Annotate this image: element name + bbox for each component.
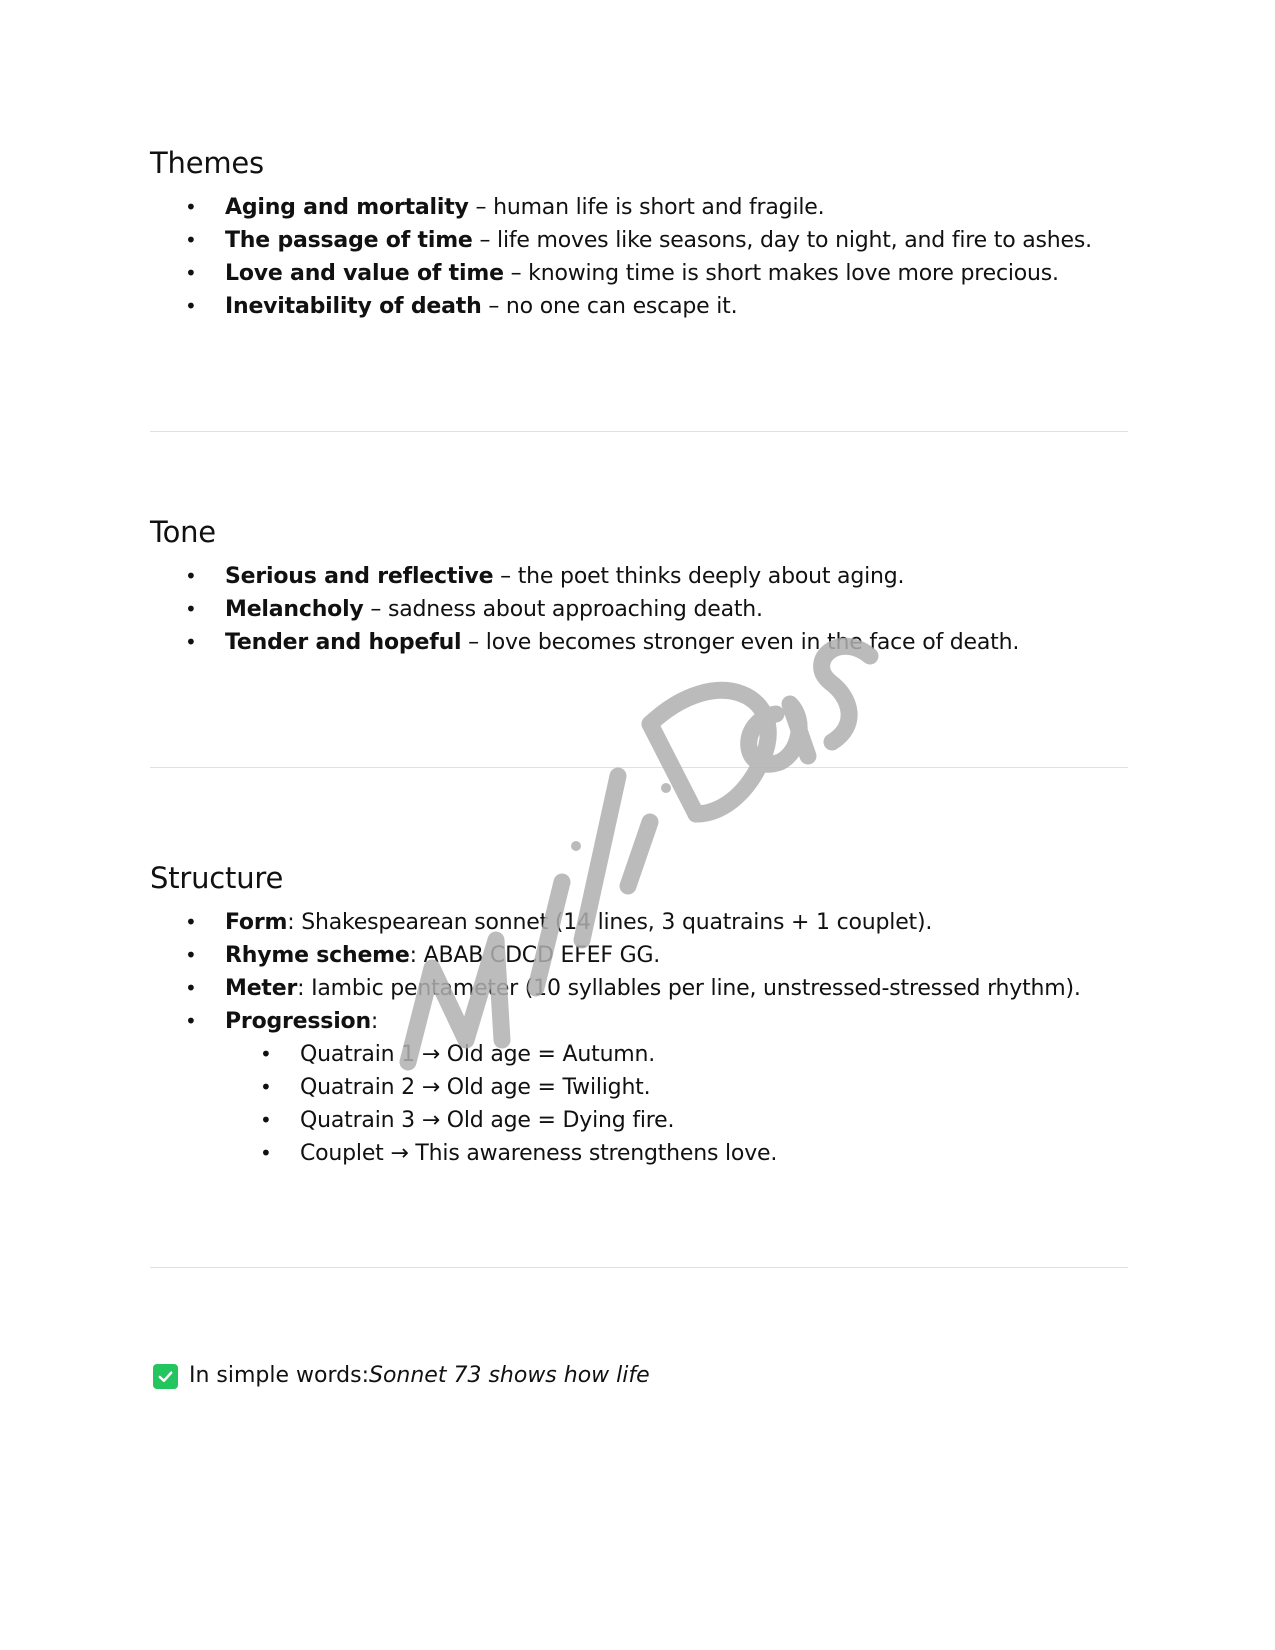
structure-heading: Structure <box>150 861 284 895</box>
item-term: Aging and mortality <box>225 195 469 220</box>
list-item <box>225 257 1130 290</box>
list-item <box>225 626 1130 659</box>
tone-heading: Tone <box>150 515 216 549</box>
list-item: • Quatrain 3 → Old age = Dying fire. <box>300 1104 1130 1137</box>
themes-section <box>150 145 1130 323</box>
item-text: – no one can escape it. <box>481 294 738 319</box>
themes-heading: Themes <box>150 146 264 180</box>
item-text: – human life is short and fragile. <box>468 195 825 220</box>
item-text: – love becomes stronger even in the face of death. <box>461 630 1020 655</box>
section-divider <box>150 431 1128 432</box>
list-item <box>225 939 1130 972</box>
summary-line <box>153 1360 650 1392</box>
item-text: : ABAB CDCD EFEF GG. <box>409 943 661 968</box>
summary-text: Sonnet 73 shows how life <box>369 1363 650 1388</box>
list-item: • Couplet → This awareness strengthens love. <box>300 1137 1130 1170</box>
item-term: The passage of time <box>225 228 473 253</box>
item-text: – the poet thinks deeply about aging. <box>493 564 905 589</box>
item-term: Love and value of time <box>225 261 504 286</box>
section-divider <box>150 1267 1128 1268</box>
tone-section <box>150 514 1130 659</box>
list-item <box>225 224 1130 257</box>
list-item <box>225 191 1130 224</box>
summary-label: In simple words: <box>189 1363 369 1388</box>
progression-list <box>225 1038 1130 1170</box>
list-item <box>225 593 1130 626</box>
item-text: – life moves like seasons, day to night, and fire to ashes. <box>472 228 1092 253</box>
item-text: : Iambic pentameter (10 syllables per line, unstressed-stressed rhythm). <box>297 976 1081 1001</box>
item-term: Inevitability of death <box>225 294 482 319</box>
list-item <box>225 972 1130 1005</box>
list-item <box>225 1005 1130 1170</box>
structure-section <box>150 860 1130 1170</box>
item-term: Progression <box>225 1009 371 1034</box>
item-term: Serious and reflective <box>225 564 494 589</box>
list-item: • Quatrain 2 → Old age = Twilight. <box>300 1071 1130 1104</box>
structure-list <box>150 906 1130 1170</box>
item-text: : Shakespearean sonnet (14 lines, 3 quatrains + 1 couplet). <box>287 910 933 935</box>
list-item <box>225 290 1130 323</box>
item-term: Rhyme scheme <box>225 943 410 968</box>
item-term: Melancholy <box>225 597 364 622</box>
item-term: Meter <box>225 976 298 1001</box>
themes-list <box>150 191 1130 323</box>
list-item <box>225 560 1130 593</box>
check-box-icon <box>153 1364 178 1389</box>
list-item: • Quatrain 1 → Old age = Autumn. <box>300 1038 1130 1071</box>
section-divider <box>150 767 1128 768</box>
item-text: – sadness about approaching death. <box>363 597 763 622</box>
tone-list <box>150 560 1130 659</box>
item-text: : <box>370 1009 379 1034</box>
list-item <box>225 906 1130 939</box>
item-term: Tender and hopeful <box>225 630 462 655</box>
item-term: Form <box>225 910 288 935</box>
item-text: – knowing time is short makes love more precious. <box>503 261 1059 286</box>
